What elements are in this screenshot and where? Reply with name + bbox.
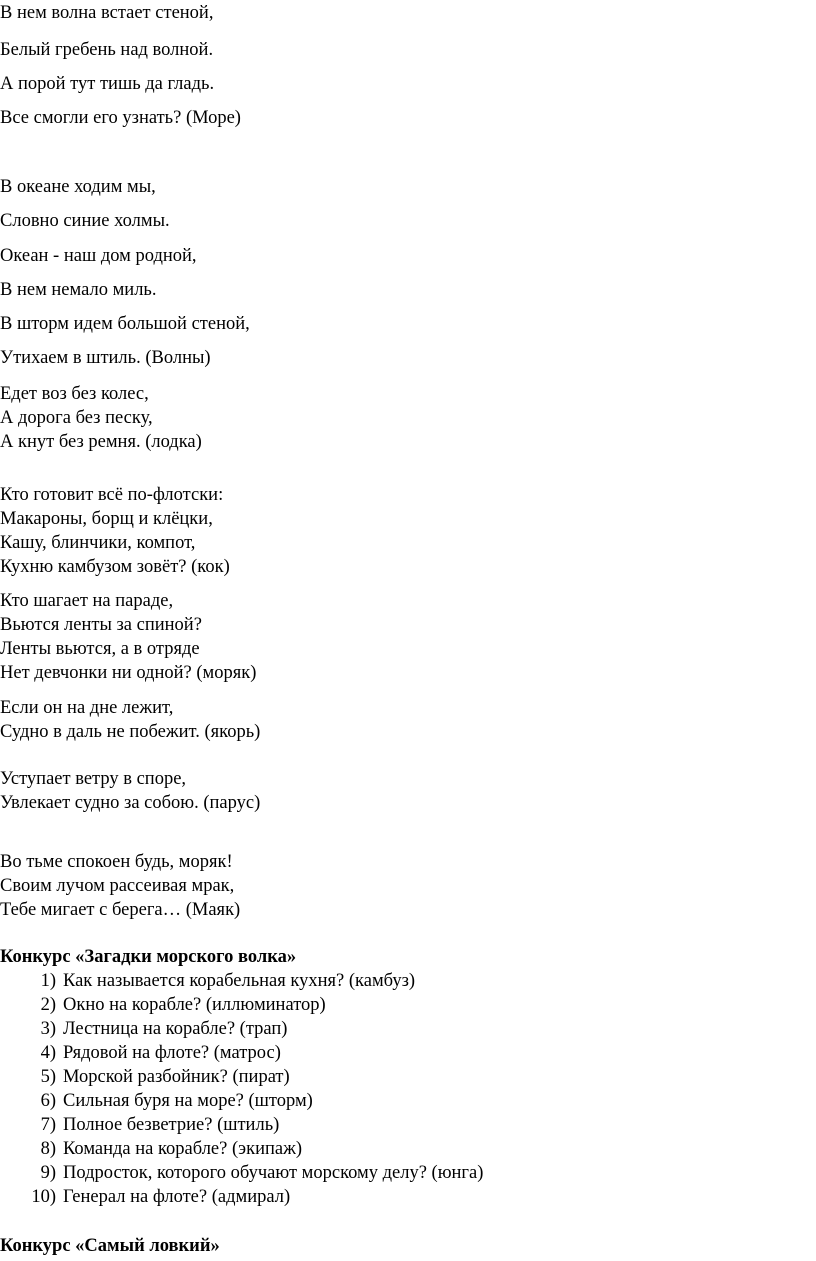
riddle-2-line-1: В океане ходим мы,: [0, 177, 156, 197]
list-item-number: 5): [40, 1067, 56, 1087]
list-item-text: Как называется корабельная кухня? (камбуз): [63, 971, 416, 991]
contest-2-title: Конкурс «Самый ловкий»: [0, 1236, 220, 1256]
riddle-4-line-4: Кухню камбузом зовёт? (кок): [0, 557, 230, 577]
list-item: [0, 1068, 816, 1090]
list-item-text: Подросток, которого обучают морскому делу? (юнга): [63, 1163, 484, 1183]
list-item: [0, 996, 816, 1018]
list-item-text: Сильная буря на море? (шторм): [63, 1091, 313, 1111]
riddle-5-line-3: Ленты вьются, а в отряде: [0, 639, 200, 659]
list-item-number: 1): [40, 971, 56, 991]
riddle-8-line-1: Во тьме спокоен будь, моряк!: [0, 852, 233, 872]
list-item-number: 7): [40, 1115, 56, 1135]
list-item-text: Рядовой на флоте? (матрос): [63, 1043, 281, 1063]
contest-1-title: Конкурс «Загадки морского волка»: [0, 947, 297, 967]
list-item-number: 8): [40, 1139, 56, 1159]
list-item-text: Полное безветрие? (штиль): [63, 1115, 280, 1135]
riddle-8-line-2: Своим лучом рассеивая мрак,: [0, 876, 235, 896]
list-item-text: Генерал на флоте? (адмирал): [63, 1187, 291, 1207]
list-item: [0, 1092, 816, 1114]
list-item-text: Морской разбойник? (пират): [63, 1067, 290, 1087]
riddle-3-line-3: А кнут без ремня. (лодка): [0, 432, 202, 452]
riddle-2-line-2: Словно синие холмы.: [0, 211, 170, 231]
list-item: [0, 1044, 816, 1066]
riddle-6-line-2: Судно в даль не побежит. (якорь): [0, 722, 261, 742]
riddle-3-line-2: А дорога без песку,: [0, 408, 153, 428]
list-item-number: 2): [40, 995, 56, 1015]
list-item-number: 6): [40, 1091, 56, 1111]
list-item-number: 3): [40, 1019, 56, 1039]
list-item: [0, 1188, 816, 1210]
riddle-5-line-4: Нет девчонки ни одной? (моряк): [0, 663, 257, 683]
riddle-2-line-6: Утихаем в штиль. (Волны): [0, 348, 211, 368]
riddle-6-line-1: Если он на дне лежит,: [0, 698, 174, 718]
riddle-1-line-2: Белый гребень над волной.: [0, 40, 214, 60]
list-item-text: Лестница на корабле? (трап): [63, 1019, 288, 1039]
list-item: [0, 1164, 816, 1186]
riddle-1-line-3: А порой тут тишь да гладь.: [0, 74, 215, 94]
riddle-2-line-4: В нем немало миль.: [0, 280, 157, 300]
riddle-1-line-4: Все смогли его узнать? (Море): [0, 108, 241, 128]
list-item: [0, 1140, 816, 1162]
riddle-8-line-3: Тебе мигает с берега… (Маяк): [0, 900, 241, 920]
list-item: [0, 1116, 816, 1138]
list-item: [0, 1020, 816, 1042]
riddle-7-line-1: Уступает ветру в споре,: [0, 769, 187, 789]
riddle-7-line-2: Увлекает судно за собою. (парус): [0, 793, 261, 813]
list-item-number: 4): [40, 1043, 56, 1063]
riddle-4-line-3: Кашу, блинчики, компот,: [0, 533, 196, 553]
list-item-text: Окно на корабле? (иллюминатор): [63, 995, 326, 1015]
riddle-1-line-1: В нем волна встает стеной,: [0, 3, 214, 23]
list-item-number: 10): [31, 1187, 56, 1207]
riddle-4-line-1: Кто готовит всё по-флотски:: [0, 485, 224, 505]
list-item: [0, 972, 816, 994]
riddle-5-line-2: Вьются ленты за спиной?: [0, 615, 202, 635]
list-item-text: Команда на корабле? (экипаж): [63, 1139, 303, 1159]
riddle-2-line-3: Океан - наш дом родной,: [0, 246, 197, 266]
riddle-3-line-1: Едет воз без колес,: [0, 384, 149, 404]
riddle-4-line-2: Макароны, борщ и клёцки,: [0, 509, 213, 529]
riddle-5-line-1: Кто шагает на параде,: [0, 591, 174, 611]
riddle-2-line-5: В шторм идем большой стеной,: [0, 314, 250, 334]
list-item-number: 9): [40, 1163, 56, 1183]
